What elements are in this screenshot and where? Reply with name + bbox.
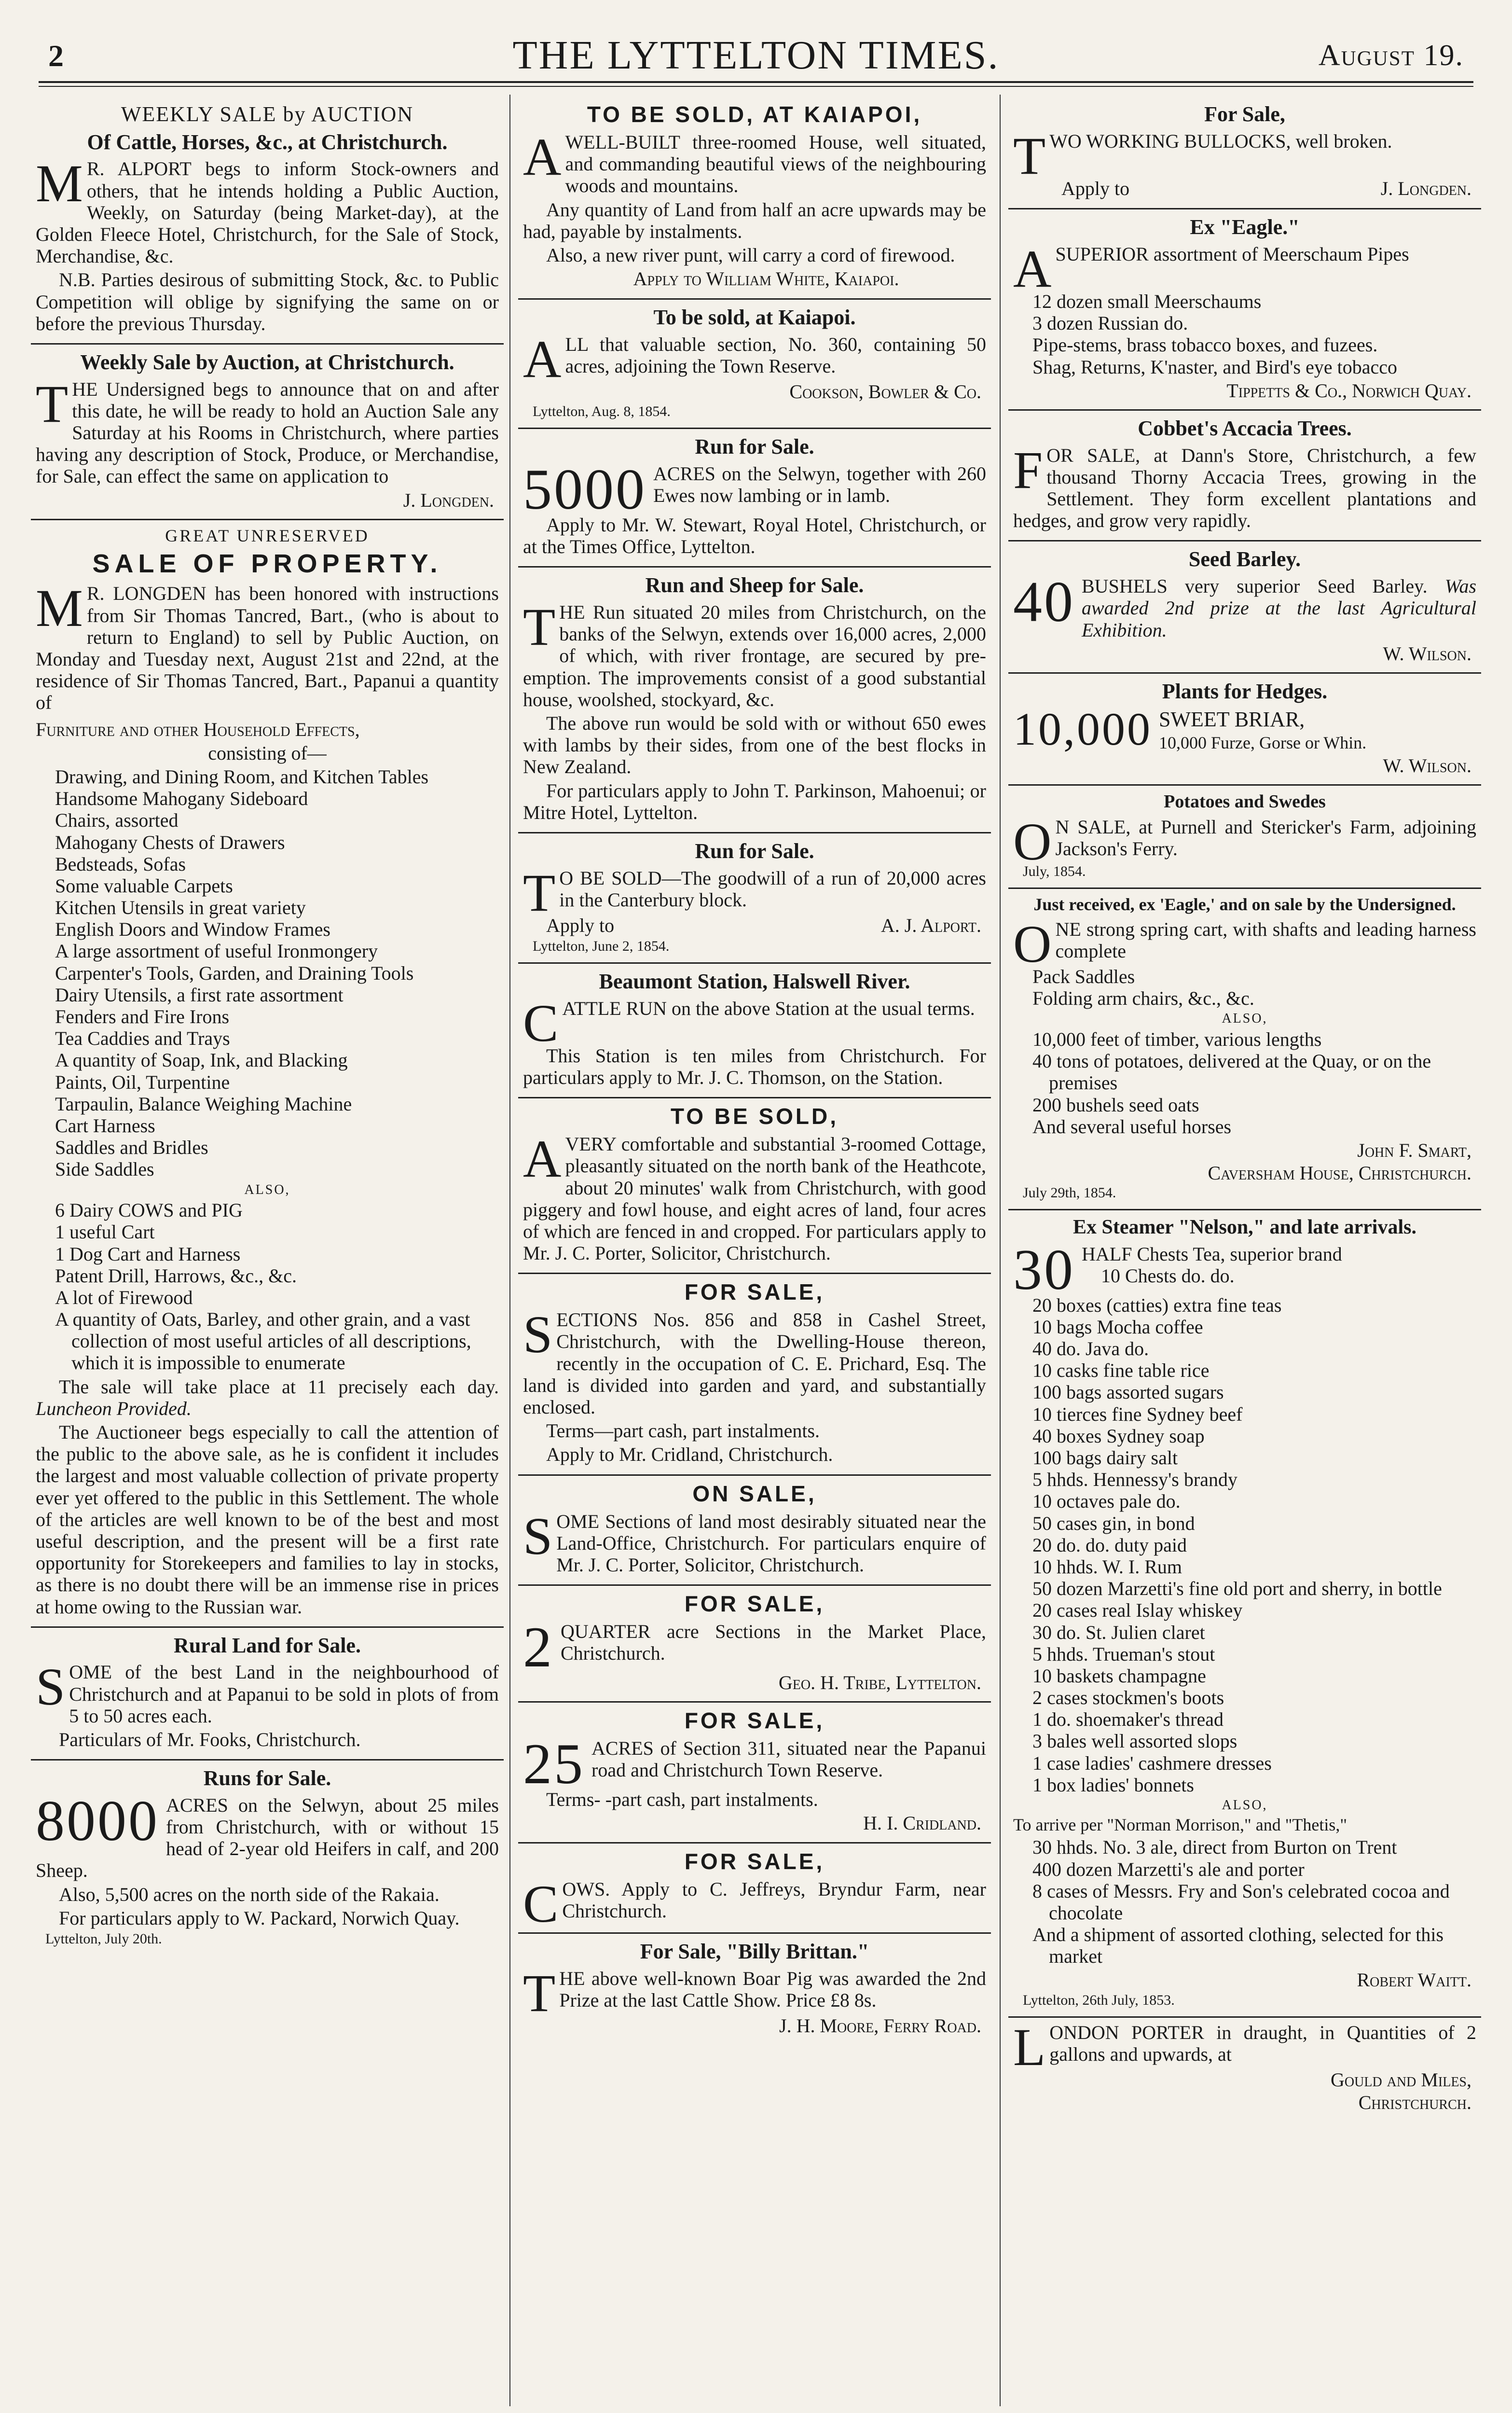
ad-heading: Run and Sheep for Sale. xyxy=(645,573,864,597)
ad-plants-for-hedges xyxy=(1008,674,1481,786)
item-list xyxy=(1032,1836,1476,1967)
newspaper-title: THE LYTTELTON TIMES. xyxy=(512,33,1000,78)
page-number: 2 xyxy=(48,39,64,73)
ad-text: Terms—part cash, part instalments. xyxy=(546,1420,820,1442)
list-item: Shag, Returns, K'naster, and Bird's eye tobacco xyxy=(1032,356,1397,378)
large-number: 30 xyxy=(1013,1237,1075,1302)
large-number: 25 xyxy=(523,1732,585,1796)
list-item: Chairs, assorted xyxy=(55,809,179,832)
ad-to-be-sold-cottage xyxy=(518,1098,991,1274)
masthead-rule xyxy=(39,81,1473,83)
list-item: 30 hhds. No. 3 ale, direct from Burton on Trent xyxy=(1032,1836,1397,1858)
ad-run-and-sheep xyxy=(518,568,991,833)
ad-text: Also, 5,500 acres on the north side of the Rakaia. xyxy=(59,1883,440,1905)
list-item: Side Saddles xyxy=(55,1158,154,1180)
list-item: 10 tierces fine Sydney beef xyxy=(1032,1403,1243,1425)
ad-heading: Runs for Sale. xyxy=(203,1766,331,1790)
also-label: ALSO, xyxy=(1222,1011,1268,1026)
list-item: Saddles and Bridles xyxy=(55,1137,208,1159)
ad-heading: For Sale, "Billy Brittan." xyxy=(640,1939,869,1963)
drop-cap: A xyxy=(523,330,562,388)
ad-signature: J. H. Moore, Ferry Road. xyxy=(779,2014,981,2037)
column-2 xyxy=(518,97,991,2403)
ad-signature: Gould and Miles, xyxy=(1331,2068,1471,2091)
list-item: Dairy Utensils, a first rate assortment xyxy=(55,984,344,1006)
list-item: 10,000 feet of timber, various lengths xyxy=(1032,1028,1322,1051)
ad-text: HALF Chests Tea, superior brand xyxy=(1082,1243,1342,1265)
ad-weekly-sale-christchurch xyxy=(31,345,504,520)
list-item: 2 cases stockmen's boots xyxy=(1032,1687,1224,1709)
ad-signature: H. I. Cridland. xyxy=(863,1812,981,1834)
ad-text: LL that valuable section, No. 360, containing 50 acres, adjoining the Town Reserve. xyxy=(565,333,986,377)
masthead-rule-thin xyxy=(39,86,1473,87)
ad-text: consisting of— xyxy=(208,742,327,764)
list-item: 200 bushels seed oats xyxy=(1032,1094,1199,1116)
list-item: 8 cases of Messrs. Fry and Son's celebrated cocoa and chocolate xyxy=(1032,1880,1450,1924)
column-1 xyxy=(31,97,504,2403)
ad-text: Apply to William White, Kaiapoi. xyxy=(633,268,899,290)
ad-potatoes-swedes xyxy=(1008,786,1481,889)
list-item: Some valuable Carpets xyxy=(55,874,233,897)
ad-heading: Seed Barley. xyxy=(1188,547,1301,571)
item-list xyxy=(55,1199,499,1374)
list-item: Drawing, and Dining Room, and Kitchen Tables xyxy=(55,765,429,788)
ad-signature: J. Longden. xyxy=(403,489,494,511)
ad-for-sale-cows xyxy=(518,1844,991,1934)
list-item: Patent Drill, Harrows, &c., &c. xyxy=(55,1264,297,1287)
ad-text: This Station is ten miles from Christchurch. For particulars apply to Mr. J. C. Thomson, on the Station. xyxy=(523,1044,986,1089)
ad-signature: W. Wilson. xyxy=(1383,642,1471,665)
ad-heading: FOR SALE, xyxy=(684,1591,825,1617)
list-item: 5 hhds. Trueman's stout xyxy=(1032,1643,1215,1665)
ad-text: N.B. Parties desirous of submitting Stock, &c. to Public Competition will oblige by signifying the same on or before the previous Thursday. xyxy=(36,269,499,334)
ad-heading: Weekly Sale by Auction, at Christchurch. xyxy=(80,350,454,374)
ad-text: NE strong spring cart, with shafts and leading harness complete xyxy=(1055,918,1476,962)
list-item: 400 dozen Marzetti's ale and porter xyxy=(1032,1858,1305,1880)
ad-signature: A. J. Alport. xyxy=(880,914,981,936)
ad-heading: Cobbet's Accacia Trees. xyxy=(1138,416,1352,440)
ad-signature: John F. Smart, xyxy=(1357,1139,1471,1161)
ad-heading: For Sale, xyxy=(1204,102,1285,126)
drop-cap: S xyxy=(523,1506,553,1566)
drop-cap: T xyxy=(523,1963,556,2023)
ad-text: SUPERIOR assortment of Meerschaum Pipes xyxy=(1055,243,1409,265)
list-item: Carpenter's Tools, Garden, and Draining Tools xyxy=(55,962,414,984)
ad-text: VERY comfortable and substantial 3-roomed Cottage, pleasantly situated on the north bank of the Heathcote, about 20 minutes' walk from Christchurch, with good piggery and fowl house, and eight acres of land, four acres of which are fenced in and cropped. For particulars apply to Mr. J. C. Porter, Solicitor, Christchurch. xyxy=(523,1133,986,1264)
list-item: 10 baskets champagne xyxy=(1032,1664,1206,1687)
ad-text: OR SALE, at Dann's Store, Christchurch, a few thousand Thorny Accacia Trees, growing in the Settlement. They form excellent plantations and hedges, and grow very rapidly. xyxy=(1013,444,1476,532)
ad-weekly-sale-cattle xyxy=(31,97,504,345)
ad-text: 10 Chests do. do. xyxy=(1101,1264,1235,1287)
ad-text: HE Run situated 20 miles from Christchurch, on the banks of the Selwyn, extends over 16,000 acres, 2,000 of which, with river frontage, are secured by pre-emption. The improvements consist of a good substantial house, woolshed, stockyard, &c. xyxy=(523,601,986,710)
list-item: 20 boxes (catties) extra fine teas xyxy=(1032,1294,1282,1316)
list-item: 1 Dog Cart and Harness xyxy=(55,1243,241,1265)
list-item: 20 cases real Islay whiskey xyxy=(1032,1599,1243,1622)
ad-text: For particulars apply to W. Packard, Norwich Quay. xyxy=(59,1907,460,1929)
list-item: Kitchen Utensils in great variety xyxy=(55,897,306,919)
ad-heading: FOR SALE, xyxy=(684,1708,825,1733)
list-item: Tarpaulin, Balance Weighing Machine xyxy=(55,1093,352,1115)
ad-text: The sale will take place at 11 precisely each day. xyxy=(59,1375,499,1398)
ad-heading: SALE OF PROPERTY. xyxy=(92,549,442,579)
large-number: 40 xyxy=(1013,569,1075,634)
list-item: 40 do. Java do. xyxy=(1032,1338,1149,1360)
ad-text: QUARTER acre Sections in the Market Place, Christchurch. xyxy=(561,1621,986,1664)
list-item: Cart Harness xyxy=(55,1114,155,1137)
also-label: ALSO, xyxy=(244,1182,290,1197)
ad-heading: Potatoes and Swedes xyxy=(1164,791,1326,812)
list-item: Tea Caddies and Trays xyxy=(55,1027,230,1050)
list-item: Folding arm chairs, &c., &c. xyxy=(1032,987,1254,1010)
drop-cap: T xyxy=(1013,126,1046,185)
ad-heading: Ex "Eagle." xyxy=(1190,215,1300,239)
ad-text: O BE SOLD—The goodwill of a run of 20,000 acres in the Canterbury block. xyxy=(559,867,986,911)
ad-text: R. LONGDEN has been honored with instructions from Sir Thomas Tancred, Bart., (who is about to return to England) to sell by Public Auction, on Monday and Tuesday next, August 21st and 22nd, at the residence of Sir Thomas Tancred, Bart., Papanui a quantity of xyxy=(36,582,499,714)
ad-heading: Run for Sale. xyxy=(695,435,814,459)
ad-heading: To be sold, at Kaiapoi. xyxy=(653,305,856,330)
ad-text: Apply to xyxy=(546,914,615,936)
drop-cap: C xyxy=(523,1874,559,1933)
ad-text-italic: Luncheon Provided. xyxy=(36,1397,192,1419)
ad-subheading: Of Cattle, Horses, &c., at Christchurch. xyxy=(87,130,448,154)
ad-signature: W. Wilson. xyxy=(1383,754,1471,777)
list-item: 5 hhds. Hennessy's brandy xyxy=(1032,1469,1237,1491)
ad-text: BUSHELS very superior Seed Barley. xyxy=(1082,575,1428,597)
ad-text: HE Undersigned begs to announce that on and after this date, he will be ready to hold an Auction Sale any Saturday at his Rooms in Christchurch, where parties having any description of Stock, Produce, or Merchandise, for Sale, can effect the same on application to xyxy=(36,378,499,487)
ad-text: The Auctioneer begs especially to call the attention of the public to the above sale, as he is confident it includes the largest and most valuable collection of private property ever yet offered to the public in this Settlement. The whole of the articles are well known to be of the best and most useful description, and the present will be a first rate opportunity for Storekeepers and families to lay in stocks, as there is no doubt there will be an immense rise in prices at home owing to the Russian war. xyxy=(36,1421,499,1618)
drop-cap: A xyxy=(523,127,562,186)
ad-text: Any quantity of Land from half an acre upwards may be had, payable by instalments. xyxy=(523,198,986,242)
ad-working-bullocks xyxy=(1008,97,1481,209)
ad-text: OWS. Apply to C. Jeffreys, Bryndur Farm, near Christchurch. xyxy=(562,1878,986,1922)
ad-date: July 29th, 1854. xyxy=(1023,1185,1116,1201)
list-item: 1 do. shoemaker's thread xyxy=(1032,1708,1223,1731)
list-item: 10 casks fine table rice xyxy=(1032,1359,1210,1382)
list-item: 30 do. St. Julien claret xyxy=(1032,1621,1205,1643)
ad-heading: Ex Steamer "Nelson," and late arrivals. xyxy=(1073,1216,1416,1239)
ad-ex-steamer-nelson xyxy=(1008,1210,1481,2017)
ad-text: ECTIONS Nos. 856 and 858 in Cashel Street, Christchurch, with the Dwelling-House thereon, recently in the occupation of C. E. Prichard, Esq. The land is divided into garden and yard, and substantially enclosed. xyxy=(523,1309,986,1418)
item-list xyxy=(1032,1028,1476,1137)
large-number: 2 xyxy=(523,1615,554,1679)
drop-cap: M xyxy=(36,579,83,638)
list-item: English Doors and Window Frames xyxy=(55,918,330,941)
ad-text: Apply to Mr. W. Stewart, Royal Hotel, Christchurch, or at the Times Office, Lyttelton. xyxy=(523,513,986,558)
ad-date: July, 1854. xyxy=(1023,863,1086,880)
ad-heading: Rural Land for Sale. xyxy=(174,1633,361,1657)
column-divider-1 xyxy=(509,95,510,2406)
also-label: ALSO, xyxy=(1222,1798,1268,1813)
list-item: A large assortment of useful Ironmongery xyxy=(55,940,378,962)
list-item: A quantity of Oats, Barley, and other grain, and a vast collection of most useful articles of all descriptions, which it is impossible to enumerate xyxy=(55,1308,471,1374)
drop-cap: S xyxy=(36,1657,66,1717)
ad-rural-land xyxy=(31,1628,504,1761)
issue-date: August 19. xyxy=(1318,39,1464,72)
ad-signature: J. Longden. xyxy=(1380,177,1471,199)
drop-cap: O xyxy=(1013,914,1052,973)
ad-signature: Tippetts & Co., Norwich Quay. xyxy=(1226,379,1471,402)
drop-cap: O xyxy=(1013,812,1052,872)
ad-signature-address: Caversham House, Christchurch. xyxy=(1208,1162,1471,1184)
ad-signature: Robert Waitt. xyxy=(1357,1969,1471,1991)
drop-cap: C xyxy=(523,993,559,1053)
ad-run-for-sale-goodwill xyxy=(518,833,991,964)
ad-beaumont-station xyxy=(518,964,991,1098)
ad-text: N SALE, at Purnell and Stericker's Farm, adjoining Jackson's Ferry. xyxy=(1055,816,1476,860)
ad-accacia-trees xyxy=(1008,411,1481,541)
item-list xyxy=(1032,966,1476,1009)
ad-heading: Just received, ex 'Eagle,' and on sale by the Undersigned. xyxy=(1033,895,1456,915)
drop-cap: T xyxy=(523,597,556,657)
ad-text: 10,000 Furze, Gorse or Whin. xyxy=(1159,733,1367,753)
item-list xyxy=(1032,1294,1476,1796)
item-list xyxy=(1032,291,1476,378)
ad-heading: Plants for Hedges. xyxy=(1162,679,1328,703)
list-item: 10 bags Mocha coffee xyxy=(1032,1316,1203,1338)
ad-text: ACRES of Section 311, situated near the Papanui road and Christchurch Town Reserve. xyxy=(591,1737,986,1781)
drop-cap: T xyxy=(36,374,69,433)
list-item: Bedsteads, Sofas xyxy=(55,853,186,875)
ad-text: R. ALPORT begs to inform Stock-owners and others, that he intends holding a Public Auction, Weekly, on Saturday (being Market-day), at the Golden Fleece Hotel, Christchurch, for the Sale of Stock, Merchandise, &c. xyxy=(36,158,499,267)
ad-signature-address: Christchurch. xyxy=(1358,2091,1471,2113)
large-number: 8000 xyxy=(36,1788,159,1853)
list-item: 12 dozen small Meerschaums xyxy=(1032,291,1262,312)
ad-for-sale-cashel xyxy=(518,1274,991,1475)
ad-text: ACRES on the Selwyn, about 25 miles from Christchurch, with or without 15 head of 2-year old Heifers in calf, and 200 Sheep. xyxy=(36,1794,499,1882)
drop-cap: M xyxy=(36,154,83,213)
ad-seed-barley xyxy=(1008,541,1481,673)
ad-sale-of-property xyxy=(31,520,504,1628)
ad-heading: ON SALE, xyxy=(692,1481,817,1506)
list-item: 40 tons of potatoes, delivered at the Quay, or on the premises xyxy=(1032,1050,1431,1094)
ad-date: Lyttelton, 26th July, 1853. xyxy=(1023,1992,1175,2008)
drop-cap: L xyxy=(1013,2017,1046,2077)
drop-cap: T xyxy=(523,863,556,922)
list-item: 3 dozen Russian do. xyxy=(1032,312,1188,334)
ad-text-italic: Was awarded 2nd prize at the last Agricultural Exhibition. xyxy=(1082,575,1477,641)
ad-kaiapoi-section xyxy=(518,300,991,429)
ad-date: Lyttelton, Aug. 8, 1854. xyxy=(533,403,671,420)
ad-text: To arrive per "Norman Morrison," and "Thetis," xyxy=(1013,1815,1347,1834)
ad-just-received xyxy=(1008,889,1481,1210)
ad-signature: Geo. H. Tribe, Lyttelton. xyxy=(778,1672,981,1694)
ad-for-sale-quarter-acre xyxy=(518,1586,991,1703)
list-item: 1 case ladies' cashmere dresses xyxy=(1032,1752,1272,1774)
ad-heading: FOR SALE, xyxy=(684,1279,825,1305)
list-item: 50 cases gin, in bond xyxy=(1032,1512,1195,1534)
drop-cap: A xyxy=(1013,239,1052,298)
list-item: A quantity of Soap, Ink, and Blacking xyxy=(55,1049,348,1071)
ad-text: ATTLE RUN on the above Station at the usual terms. xyxy=(562,997,975,1019)
masthead xyxy=(39,30,1473,83)
ad-signature: Cookson, Bowler & Co. xyxy=(789,381,981,403)
list-item: Fenders and Fire Irons xyxy=(55,1006,230,1028)
ad-runs-for-sale xyxy=(31,1761,504,1955)
list-item: 1 useful Cart xyxy=(55,1221,155,1243)
ad-preheading: GREAT UNRESERVED xyxy=(165,526,370,545)
ad-heading: Beaumont Station, Halswell River. xyxy=(599,969,910,993)
ad-text: Terms- -part cash, part instalments. xyxy=(546,1789,818,1811)
list-item: Handsome Mahogany Sideboard xyxy=(55,788,308,810)
ad-text: OME of the best Land in the neighbourhood of Christchurch and at Papanui to be sold in plots of from 5 to 50 acres each. xyxy=(69,1661,499,1727)
ad-date: Lyttelton, June 2, 1854. xyxy=(533,938,670,955)
large-number: 5000 xyxy=(523,457,646,521)
drop-cap: A xyxy=(523,1129,562,1189)
ad-text: Also, a new river punt, will carry a cord of firewood. xyxy=(546,244,955,266)
list-item: 10 hhds. W. I. Rum xyxy=(1032,1555,1182,1578)
ad-heading: TO BE SOLD, AT KAIAPOI, xyxy=(587,102,922,127)
list-item: 100 bags assorted sugars xyxy=(1032,1381,1224,1403)
list-item: Pipe-stems, brass tobacco boxes, and fuzees. xyxy=(1032,334,1378,356)
ad-text: SWEET BRIAR, xyxy=(1159,707,1305,731)
list-item: 100 bags dairy salt xyxy=(1032,1447,1178,1469)
ad-heading: FOR SALE, xyxy=(684,1848,825,1874)
list-item: 6 Dairy COWS and PIG xyxy=(55,1199,243,1221)
list-item: Paints, Oil, Turpentine xyxy=(55,1071,230,1093)
ad-text: ACRES on the Selwyn, together with 260 Ewes now lambing or in lamb. xyxy=(653,462,986,507)
ad-kaiapoi-house xyxy=(518,97,991,300)
ad-text: WELL-BUILT three-roomed House, well situated, and commanding beautiful views of the neighbouring woods and mountains. xyxy=(565,131,986,197)
ad-text: WO WORKING BULLOCKS, well broken. xyxy=(1049,130,1392,152)
list-item: 10 octaves pale do. xyxy=(1032,1490,1181,1512)
ad-text: Furniture and other Household Effects, xyxy=(36,718,360,740)
ad-text: Apply to xyxy=(1061,177,1130,199)
ad-text: OME Sections of land most desirably situated near the Land-Office, Christchurch. For particulars enquire of Mr. J. C. Porter, Solicitor, Christchurch. xyxy=(556,1510,986,1576)
list-item: And a shipment of assorted clothing, selected for this market xyxy=(1032,1924,1444,1968)
ad-text: For particulars apply to John T. Parkinson, Mahoenui; or Mitre Hotel, Lyttelton. xyxy=(523,779,986,823)
ad-run-for-sale-5000 xyxy=(518,429,991,568)
ad-billy-brittan xyxy=(518,1934,991,2044)
column-3 xyxy=(1008,97,1481,2403)
list-item: 1 box ladies' bonnets xyxy=(1032,1774,1194,1796)
ad-heading: TO BE SOLD, xyxy=(670,1104,839,1129)
large-number: 10,000 xyxy=(1013,703,1152,755)
list-item: 3 bales well assorted slops xyxy=(1032,1730,1237,1752)
ad-heading: Run for Sale. xyxy=(695,839,814,863)
item-list xyxy=(55,766,499,1180)
list-item: 50 dozen Marzetti's fine old port and sherry, in bottle xyxy=(1032,1578,1442,1600)
list-item: 40 boxes Sydney soap xyxy=(1032,1425,1205,1447)
list-item: Mahogany Chests of Drawers xyxy=(55,831,285,853)
ad-text: HE above well-known Boar Pig was awarded the 2nd Prize at the last Cattle Show. Price £8 8s. xyxy=(559,1967,986,2011)
ad-text: Apply to Mr. Cridland, Christchurch. xyxy=(546,1443,833,1466)
list-item: 20 do. do. duty paid xyxy=(1032,1534,1187,1556)
column-divider-2 xyxy=(1000,95,1001,2406)
ad-date: Lyttelton, July 20th. xyxy=(45,1931,162,1947)
ad-for-sale-25-acres xyxy=(518,1703,991,1843)
ad-text: Particulars of Mr. Fooks, Christchurch. xyxy=(59,1729,361,1750)
ad-text: The above run would be sold with or without 650 ewes with lambs by their sides, from one of the best flocks in New Zealand. xyxy=(523,712,986,778)
ad-ex-eagle-pipes xyxy=(1008,209,1481,411)
drop-cap: S xyxy=(523,1305,553,1364)
ad-text: ONDON PORTER in draught, in Quantities of 2 gallons and upwards, at xyxy=(1049,2021,1476,2065)
list-item: Pack Saddles xyxy=(1032,966,1135,988)
drop-cap: F xyxy=(1013,440,1043,499)
list-item: A lot of Firewood xyxy=(55,1286,193,1308)
ad-heading: WEEKLY SALE by AUCTION xyxy=(121,102,414,126)
ad-london-porter xyxy=(1008,2018,1481,2122)
list-item: And several useful horses xyxy=(1032,1115,1232,1137)
ad-on-sale-sections xyxy=(518,1476,991,1586)
